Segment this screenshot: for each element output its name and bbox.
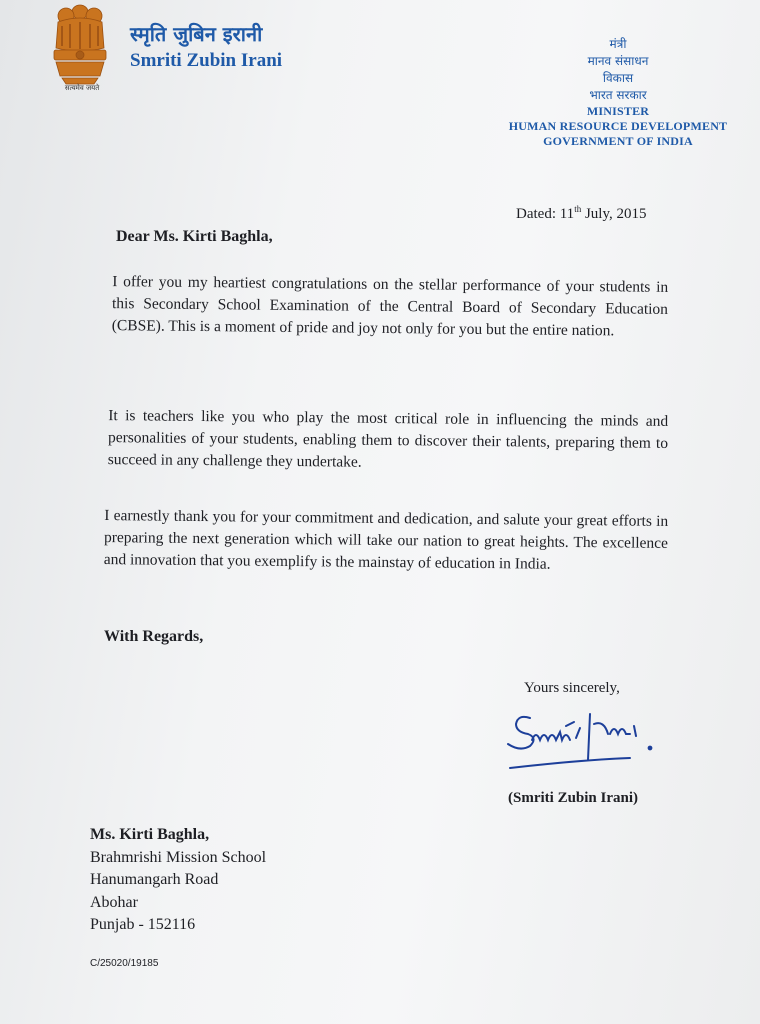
designation-block — [480, 36, 756, 149]
address-line: Abohar — [90, 893, 138, 911]
salutation: Dear Ms. Kirti Baghla, — [116, 228, 273, 245]
signatory-name: (Smriti Zubin Irani) — [508, 790, 639, 806]
handwritten-signature — [500, 700, 670, 780]
closing: Yours sincerely, — [524, 680, 620, 696]
designation-hindi-line: मानव संसाधन — [587, 54, 649, 68]
designation-english-line: GOVERNMENT OF INDIA — [543, 134, 693, 148]
recipient-address — [90, 824, 266, 937]
designation-hindi-line: मंत्री — [609, 37, 627, 51]
body-paragraph: It is teachers like you who play the most critical role in influencing the minds and personalities of your students, enabling them to discover their talents, preparing them to succeed in any challenge they undertake. — [107, 407, 669, 471]
national-emblem-icon — [44, 2, 116, 94]
date-rest: July, 2015 — [581, 206, 647, 222]
address-line: Hanumangarh Road — [90, 871, 219, 888]
body-paragraph: I offer you my heartiest congratulations on the stellar performance of your students in this Secondary School Examination of the Central Board of Secondary Education (CBSE). This is a moment of pride and joy not only for you but the entire nation. — [111, 273, 669, 340]
reference-number: C/25020/19185 — [90, 958, 159, 969]
letter-date — [516, 204, 646, 223]
designation-english-line: HUMAN RESOURCE DEVELOPMENT — [508, 119, 728, 133]
body-paragraph: I earnestly thank you for your commitment and dedication, and salute your great efforts in preparing the next generation which will take our nation to great heights. The excellence and innovation that you exemplify is the mainstay of education in India. — [103, 507, 669, 573]
regards: With Regards, — [104, 628, 204, 645]
letterhead-name-english: Smriti Zubin Irani — [130, 50, 283, 71]
date-ordinal: th — [574, 204, 582, 214]
address-line: Brahmrishi Mission School — [90, 848, 267, 866]
date-prefix: Dated: 11 — [516, 206, 575, 222]
recipient-name: Ms. Kirti Baghla, — [90, 826, 210, 843]
designation-english-line: MINISTER — [586, 104, 650, 118]
designation-hindi-line: भारत सरकार — [589, 88, 647, 102]
address-line: Punjab - 152116 — [90, 916, 196, 933]
letterhead-name-hindi: स्मृति जुबिन इरानी — [130, 22, 263, 46]
emblem-motto: सत्यमेव जयते — [64, 84, 100, 92]
designation-hindi-line: विकास — [602, 71, 634, 85]
